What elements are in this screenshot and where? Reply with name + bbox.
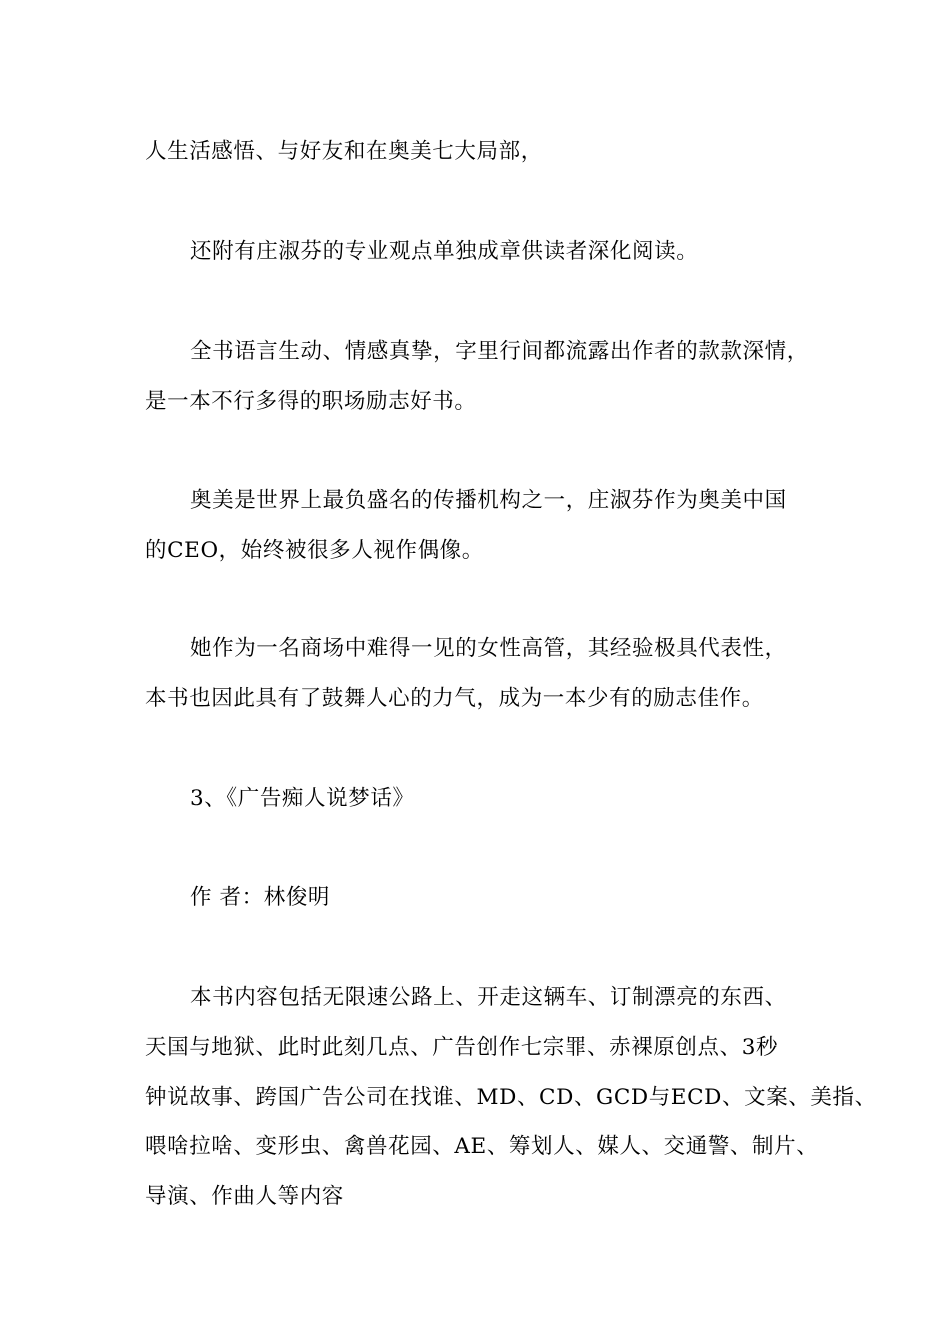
paragraph-line: 本书也因此具有了鼓舞人心的力气，成为一本少有的励志佳作。 <box>145 686 764 711</box>
paragraph-line: 钟说故事、跨国广告公司在找谁、MD、CD、GCD与ECD、文案、美指、 <box>145 1085 877 1110</box>
paragraph-line: 全书语言生动、情感真挚，字里行间都流露出作者的款款深情， <box>190 339 809 364</box>
paragraph-line: 喂啥拉啥、变形虫、禽兽花园、AE、筹划人、媒人、交通警、制片、 <box>145 1134 819 1159</box>
paragraph-line: 奥美是世界上最负盛名的传播机构之一，庄淑芬作为奥美中国 <box>190 488 787 513</box>
paragraph-line: 的CEO，始终被很多人视作偶像。 <box>145 538 484 563</box>
paragraph-line: 是一本不行多得的职场励志好书。 <box>145 389 477 414</box>
section-heading: 3、《广告痴人说梦话》 <box>190 786 415 811</box>
paragraph-line: 还附有庄淑芬的专业观点单独成章供读者深化阅读。 <box>190 239 699 264</box>
paragraph-line: 本书内容包括无限速公路上、开走这辆车、订制漂亮的东西、 <box>190 985 787 1010</box>
paragraph-line: 导演、作曲人等内容 <box>145 1184 344 1209</box>
paragraph-line: 她作为一名商场中难得一见的女性高管，其经验极具代表性， <box>190 636 787 661</box>
paragraph-line: 天国与地狱、此时此刻几点、广告创作七宗罪、赤裸原创点、3秒 <box>145 1035 779 1060</box>
paragraph-line: 人生活感悟、与好友和在奥美七大局部， <box>145 139 543 164</box>
author-line: 作 者：林俊明 <box>190 885 331 910</box>
